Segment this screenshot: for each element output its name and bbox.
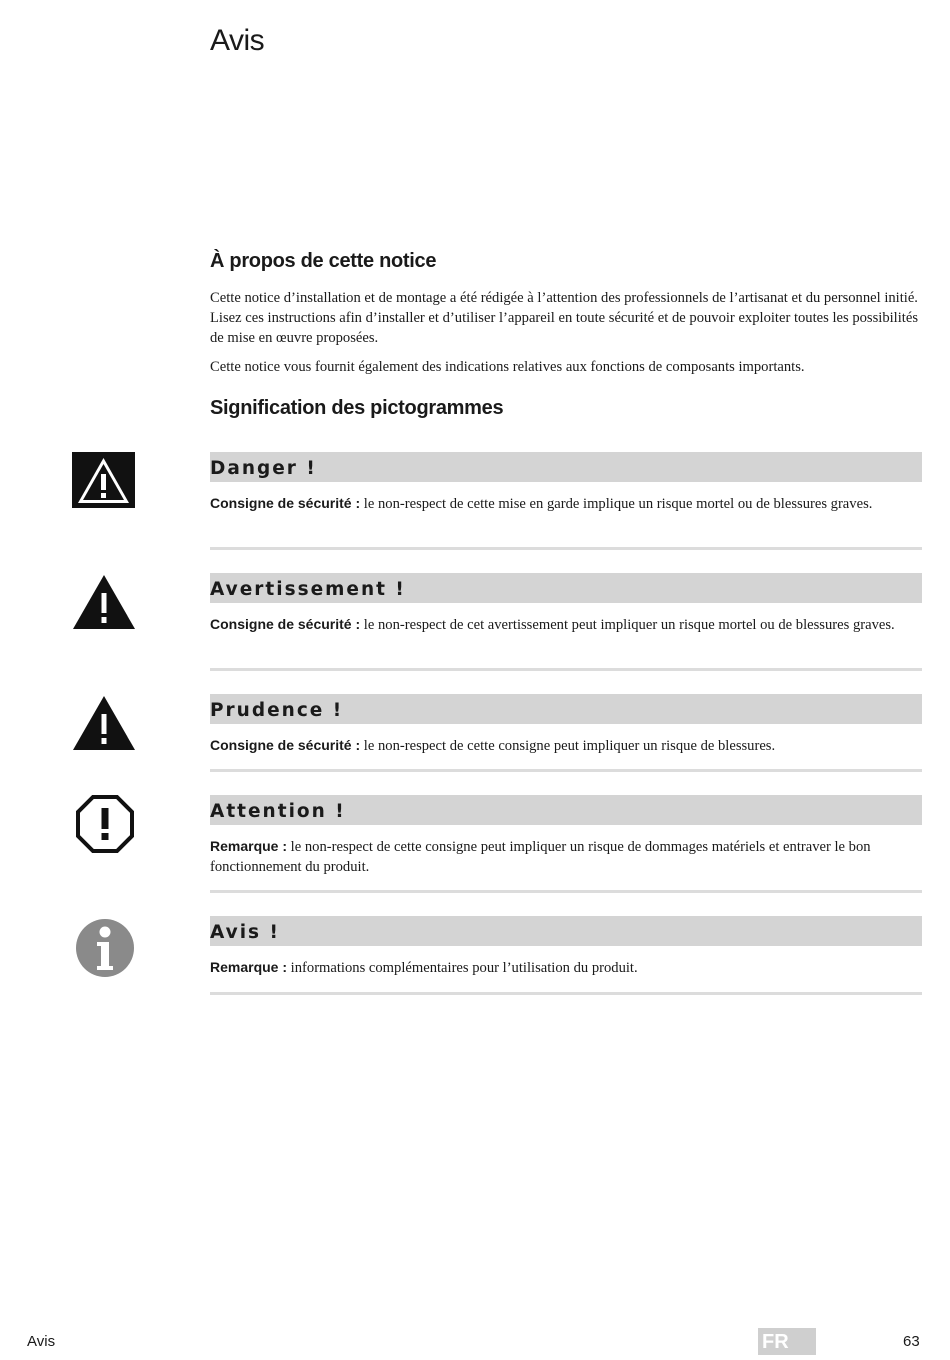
pictogram-text: le non-respect de cette consigne peut impliquer un risque de blessures.	[360, 738, 776, 754]
pictogram-text: le non-respect de cet avertissement peut impliquer un risque mortel ou de blessures graves.	[360, 617, 895, 633]
info-icon	[75, 918, 135, 978]
danger-warning-icon	[72, 452, 135, 508]
pictogram-description	[210, 957, 922, 978]
pictogram-label: Consigne de sécurité :	[210, 737, 361, 753]
pictogram-title: Avertissement !	[210, 573, 922, 603]
about-heading: À propos de cette notice	[210, 250, 437, 272]
pictograms-heading: Signification des pictogrammes	[210, 397, 504, 419]
pictogram-text: le non-respect de cette mise en garde implique un risque mortel ou de blessures graves.	[360, 496, 873, 512]
footer-section-label: Avis	[27, 1333, 56, 1350]
pictogram-block-warning	[210, 573, 922, 635]
pictogram-description	[210, 493, 922, 514]
language-badge: FR	[758, 1328, 816, 1355]
pictogram-title: Attention !	[210, 795, 922, 825]
pictogram-description	[210, 836, 922, 877]
page-number: 63	[903, 1333, 920, 1350]
warning-triangle-icon	[72, 573, 136, 630]
pictogram-label: Remarque :	[210, 959, 288, 975]
separator	[210, 992, 922, 995]
pictogram-block-danger	[210, 452, 922, 514]
separator	[210, 668, 922, 671]
pictogram-label: Consigne de sécurité :	[210, 616, 361, 632]
separator	[210, 769, 922, 772]
pictogram-text: le non-respect de cette consigne peut impliquer un risque de dommages matériels et entraver le bon fonctionnement du produit.	[210, 839, 871, 875]
pictogram-description	[210, 614, 922, 635]
pictogram-title: Avis !	[210, 916, 922, 946]
pictogram-title: Prudence !	[210, 694, 922, 724]
page-title: Avis	[210, 24, 265, 57]
pictogram-label: Remarque :	[210, 838, 288, 854]
pictogram-label: Consigne de sécurité :	[210, 495, 361, 511]
separator	[210, 890, 922, 893]
attention-octagon-icon	[76, 795, 134, 853]
pictogram-block-attention	[210, 795, 922, 877]
pictogram-block-caution	[210, 694, 922, 756]
pictogram-title: Danger !	[210, 452, 922, 482]
pictogram-text: informations complémentaires pour l’utilisation du produit.	[287, 960, 638, 976]
caution-triangle-icon	[72, 694, 136, 751]
about-paragraph-2: Cette notice vous fournit également des indications relatives aux fonctions de composants importants.	[210, 359, 805, 375]
pictogram-description	[210, 735, 922, 756]
separator	[210, 547, 922, 550]
about-paragraph-1: Cette notice d’installation et de montage a été rédigée à l’attention des professionnels de l’artisanat et du personnel initié. Lisez ces instructions afin d’installer et d’utiliser l’appareil en toute sécurité et de pouvoir exploiter toutes les possibilités de mise en œuvre proposées.	[210, 290, 919, 346]
pictogram-block-notice	[210, 916, 922, 978]
